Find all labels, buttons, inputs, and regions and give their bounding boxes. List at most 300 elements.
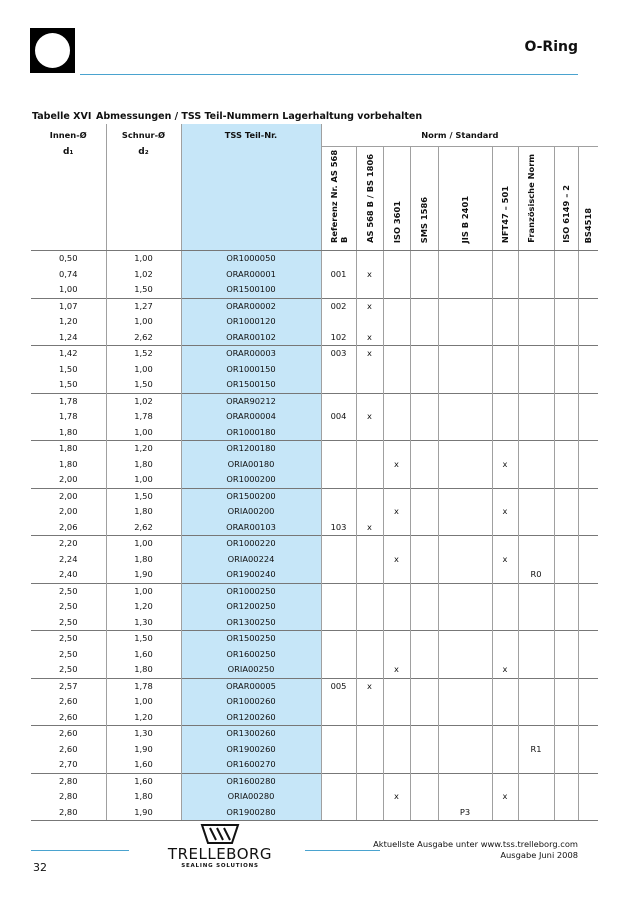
cell-nft47-501 [492,773,518,789]
cell-as568b-bs1806 [356,282,383,298]
cell-as568b-bs1806 [356,441,383,457]
cell-bs4518 [578,282,598,298]
cell-tss-part-number: OR1500250 [181,631,321,647]
cell-tss-part-number: OR1200260 [181,710,321,726]
table-row [31,251,598,267]
cell-iso3601 [383,298,410,314]
cell-nft47-501 [492,441,518,457]
cell-d1: 1,24 [59,331,78,342]
cell-jisb2401 [438,583,492,599]
cell-as568b-bs1806: x [356,409,383,425]
cell-french-norm [518,805,554,821]
cell-ref-as568b [321,393,356,409]
cell-sms1586 [410,520,438,536]
cell-d1: 1,80 [31,441,106,457]
cell-bs4518 [578,409,598,425]
cell-iso3601 [383,441,410,457]
cell-nft47-501 [492,393,518,409]
cell-d1: 2,40 [59,569,78,579]
cell-nft47-501 [492,583,518,599]
cell-ref-as568b: 002 [321,298,356,314]
cell-ref-as568b [321,504,356,520]
cell-nft47-501 [492,567,518,583]
cell-bs4518 [578,583,598,599]
page-number: 32 [33,861,47,874]
cell-as568b-bs1806 [356,631,383,647]
cell-nft47-501 [492,362,518,378]
cell-d2: 1,00 [106,472,181,488]
cell-jisb2401 [438,504,492,520]
cell-nft47-501 [492,346,518,362]
cell-iso6149-2 [554,409,578,425]
cell-ref-as568b [321,362,356,378]
cell-as568b-bs1806: x [356,298,383,314]
cell-ref-as568b [321,710,356,726]
cell-jisb2401 [438,362,492,378]
cell-d1: 2,70 [59,759,78,769]
cell-iso6149-2 [554,282,578,298]
cell-tss-part-number: ORAR00002 [181,298,321,314]
cell-d2: 1,02 [106,393,181,409]
cell-d2: 1,80 [106,504,181,520]
cell-ref-as568b [321,662,356,678]
cell-tss-part-number: OR1600270 [181,757,321,773]
cell-tss-part-number: ORIA00180 [181,457,321,473]
cell-iso6149-2 [554,631,578,647]
cell-iso6149-2 [554,330,578,346]
cell-iso3601 [383,362,410,378]
cell-bs4518 [578,678,598,694]
cell-d2: 1,00 [106,536,181,552]
cell-tss-part-number: OR1000250 [181,583,321,599]
table-body [31,251,598,821]
cell-iso6149-2 [554,567,578,583]
cell-as568b-bs1806 [356,742,383,758]
cell-tss-part-number: OR1300250 [181,615,321,631]
cell-d2: 1,50 [106,282,181,298]
cell-iso6149-2 [554,805,578,821]
cell-d2: 1,20 [106,599,181,615]
cell-iso6149-2 [554,694,578,710]
cell-iso3601: x [383,504,410,520]
cell-iso6149-2 [554,552,578,568]
cell-iso6149-2 [554,742,578,758]
cell-as568b-bs1806 [356,504,383,520]
cell-tss-part-number: ORAR90212 [181,393,321,409]
title-divider [80,74,578,75]
cell-iso6149-2 [554,472,578,488]
cell-french-norm [518,536,554,552]
cell-d2: 1,80 [106,662,181,678]
cell-nft47-501 [492,710,518,726]
cell-d1: 2,20 [31,536,106,552]
table-row [31,552,598,568]
cell-d1: 2,24 [59,553,78,564]
cell-bs4518 [578,599,598,615]
cell-as568b-bs1806 [356,662,383,678]
cell-jisb2401 [438,457,492,473]
cell-iso3601 [383,631,410,647]
cell-french-norm [518,330,554,346]
cell-iso6149-2 [554,298,578,314]
cell-jisb2401 [438,425,492,441]
cell-sms1586 [410,773,438,789]
cell-as568b-bs1806 [356,757,383,773]
cell-nft47-501 [492,251,518,267]
cell-as568b-bs1806 [356,425,383,441]
cell-iso3601 [383,346,410,362]
cell-iso6149-2 [554,583,578,599]
cell-french-norm [518,773,554,789]
cell-d1: 2,60 [31,726,106,742]
cell-french-norm: R0 [518,567,554,583]
header-norm-bs4518: BS4518 [578,147,598,251]
cell-iso3601 [383,488,410,504]
cell-french-norm [518,789,554,805]
cell-ref-as568b [321,789,356,805]
table-row [31,425,598,441]
cell-french-norm [518,552,554,568]
cell-bs4518 [578,647,598,663]
cell-nft47-501: x [492,552,518,568]
cell-d1: 2,80 [31,773,106,789]
cell-iso3601 [383,409,410,425]
cell-tss-part-number: OR1600280 [181,773,321,789]
table-row [31,472,598,488]
table-row [31,346,598,362]
cell-as568b-bs1806 [356,773,383,789]
cell-jisb2401 [438,251,492,267]
cell-as568b-bs1806 [356,457,383,473]
cell-bs4518 [578,757,598,773]
cell-d2: 1,50 [106,631,181,647]
cell-bs4518 [578,615,598,631]
cell-ref-as568b [321,425,356,441]
cell-sms1586 [410,314,438,330]
cell-d1: 1,07 [31,298,106,314]
cell-jisb2401 [438,552,492,568]
cell-d2: 1,00 [106,251,181,267]
cell-d1: 1,00 [59,284,78,294]
cell-iso6149-2 [554,425,578,441]
cell-tss-part-number: ORIA00250 [181,662,321,678]
cell-iso6149-2 [554,488,578,504]
header-tss-part-number: TSS Teil-Nr. [181,124,321,147]
table-row [31,536,598,552]
cell-d2: 1,50 [106,488,181,504]
cell-ref-as568b: 005 [321,678,356,694]
cell-jisb2401 [438,282,492,298]
cell-d1: 2,50 [31,583,106,599]
table-row [31,409,598,425]
cell-iso3601: x [383,789,410,805]
cell-sms1586 [410,409,438,425]
cell-sms1586 [410,472,438,488]
header-norm-standard: Norm / Standard [321,124,598,147]
header-norm-jisb2401: JIS B 2401 [438,147,492,251]
cell-jisb2401 [438,441,492,457]
table-row [31,488,598,504]
cell-ref-as568b [321,647,356,663]
cell-nft47-501 [492,599,518,615]
cell-iso3601: x [383,662,410,678]
cell-d2: 1,27 [106,298,181,314]
cell-french-norm [518,251,554,267]
cell-ref-as568b [321,251,356,267]
cell-iso3601 [383,393,410,409]
cell-nft47-501: x [492,662,518,678]
cell-nft47-501 [492,536,518,552]
header-tss-blank [181,147,321,251]
cell-d2: 1,00 [106,583,181,599]
cell-bs4518 [578,742,598,758]
cell-bs4518 [578,536,598,552]
cell-sms1586 [410,282,438,298]
table-row [31,314,598,330]
cell-tss-part-number: ORAR00004 [181,409,321,425]
cell-nft47-501 [492,409,518,425]
cell-french-norm [518,694,554,710]
edition-note-date: Ausgabe Juni 2008 [500,850,578,860]
cell-as568b-bs1806 [356,567,383,583]
cell-as568b-bs1806 [356,362,383,378]
table-row [31,647,598,663]
cell-french-norm [518,441,554,457]
cell-tss-part-number: OR1600250 [181,647,321,663]
cell-as568b-bs1806 [356,472,383,488]
cell-iso3601 [383,805,410,821]
cell-iso3601 [383,615,410,631]
table-bottom-rule [31,820,598,821]
cell-sms1586 [410,789,438,805]
cell-nft47-501 [492,742,518,758]
cell-iso3601 [383,647,410,663]
cell-iso3601 [383,520,410,536]
cell-jisb2401 [438,314,492,330]
table-row [31,662,598,678]
cell-ref-as568b [321,726,356,742]
cell-ref-as568b [321,694,356,710]
cell-d1: 2,00 [59,474,78,484]
cell-d1: 2,50 [31,631,106,647]
cell-as568b-bs1806 [356,647,383,663]
cell-as568b-bs1806 [356,789,383,805]
cell-french-norm [518,472,554,488]
cell-d2: 1,80 [106,552,181,568]
cell-d1: 2,00 [31,488,106,504]
cell-as568b-bs1806 [356,805,383,821]
cell-nft47-501: x [492,457,518,473]
cell-sms1586 [410,662,438,678]
cell-tss-part-number: OR1900280 [181,805,321,821]
cell-d2: 1,80 [106,789,181,805]
cell-french-norm [518,314,554,330]
cell-jisb2401 [438,615,492,631]
cell-sms1586 [410,583,438,599]
cell-as568b-bs1806 [356,552,383,568]
cell-bs4518 [578,520,598,536]
cell-jisb2401 [438,267,492,283]
cell-french-norm [518,757,554,773]
cell-as568b-bs1806 [356,377,383,393]
cell-nft47-501 [492,631,518,647]
cell-french-norm [518,267,554,283]
cell-bs4518 [578,789,598,805]
cell-iso6149-2 [554,393,578,409]
cell-french-norm [518,282,554,298]
cell-d1: 2,80 [59,806,78,817]
cell-bs4518 [578,441,598,457]
cell-d1: 2,60 [59,743,78,754]
cell-tss-part-number: ORAR00003 [181,346,321,362]
cell-bs4518 [578,346,598,362]
cell-ref-as568b [321,488,356,504]
cell-ref-as568b [321,377,356,393]
cell-iso3601 [383,599,410,615]
cell-french-norm [518,631,554,647]
header-cord-diameter: Schnur-Ø [106,124,181,147]
cell-sms1586 [410,552,438,568]
cell-as568b-bs1806 [356,393,383,409]
cell-iso3601 [383,267,410,283]
cell-nft47-501 [492,520,518,536]
cell-d2: 1,52 [106,346,181,362]
cell-bs4518 [578,393,598,409]
cell-french-norm [518,520,554,536]
cell-ref-as568b: 103 [321,520,356,536]
trelleborg-logo [165,823,275,869]
cell-as568b-bs1806 [356,583,383,599]
header-norm-nft47-501: NFT47 – 501 [492,147,518,251]
cell-french-norm [518,583,554,599]
cell-d1: 2,60 [59,711,78,722]
cell-d2: 1,30 [106,726,181,742]
cell-iso3601 [383,425,410,441]
cell-d2: 1,00 [106,694,181,710]
cell-nft47-501 [492,678,518,694]
cell-ref-as568b: 102 [321,330,356,346]
table-row [31,567,598,583]
cell-bs4518 [578,504,598,520]
cell-iso3601 [383,773,410,789]
cell-d1: 1,50 [59,379,78,389]
table-row [31,298,598,314]
cell-nft47-501 [492,267,518,283]
cell-sms1586 [410,726,438,742]
header-inner-diameter: Innen-Ø [49,130,87,141]
cell-tss-part-number: OR1000220 [181,536,321,552]
cell-bs4518 [578,805,598,821]
cell-d1: 2,57 [31,678,106,694]
cell-tss-part-number: OR1300260 [181,726,321,742]
cell-french-norm [518,298,554,314]
table-header-row [31,124,598,147]
cell-as568b-bs1806 [356,536,383,552]
cell-french-norm [518,504,554,520]
cell-jisb2401 [438,694,492,710]
cell-as568b-bs1806 [356,599,383,615]
table-row [31,631,598,647]
header-norm-french: Französische Norm [518,147,554,251]
cell-d2: 2,62 [106,520,181,536]
cell-jisb2401 [438,488,492,504]
cell-french-norm [518,615,554,631]
cell-iso6149-2 [554,377,578,393]
cell-french-norm [518,662,554,678]
cell-ref-as568b: 004 [321,409,356,425]
cell-sms1586 [410,599,438,615]
cell-tss-part-number: ORAR00001 [181,267,321,283]
cell-d2: 1,78 [106,678,181,694]
cell-bs4518 [578,314,598,330]
cell-sms1586 [410,267,438,283]
cell-sms1586 [410,251,438,267]
cell-french-norm [518,488,554,504]
footer-rule-right [305,850,380,851]
cell-iso6149-2 [554,789,578,805]
cell-iso6149-2 [554,615,578,631]
table-row [31,393,598,409]
cell-nft47-501 [492,757,518,773]
table-row [31,773,598,789]
cell-iso3601 [383,694,410,710]
cell-as568b-bs1806 [356,726,383,742]
cell-tss-part-number: ORAR00102 [181,330,321,346]
cell-jisb2401 [438,520,492,536]
cell-jisb2401 [438,742,492,758]
brand-name: TRELLEBORG [167,845,273,863]
cell-d1: 2,60 [59,696,78,706]
cell-sms1586 [410,298,438,314]
cell-sms1586 [410,330,438,346]
table-row [31,520,598,536]
cell-nft47-501 [492,805,518,821]
table-row [31,441,598,457]
cell-iso6149-2 [554,314,578,330]
cell-tss-part-number: OR1900260 [181,742,321,758]
cell-nft47-501 [492,298,518,314]
cell-ref-as568b [321,773,356,789]
cell-iso3601 [383,330,410,346]
cell-tss-part-number: OR1900240 [181,567,321,583]
cell-ref-as568b [321,457,356,473]
cell-d2: 1,02 [106,267,181,283]
cell-jisb2401 [438,567,492,583]
cell-sms1586 [410,647,438,663]
cell-iso6149-2 [554,441,578,457]
cell-jisb2401 [438,662,492,678]
table-subheader-row [31,147,598,251]
table-caption-text: Abmessungen / TSS Teil-Nummern Lagerhaltung vorbehalten [96,111,423,122]
cell-d1: 1,78 [59,411,78,421]
table-row [31,362,598,378]
table-row [31,694,598,710]
table-row [31,583,598,599]
cell-d1: 2,80 [59,791,78,801]
cell-iso6149-2 [554,251,578,267]
cell-jisb2401 [438,757,492,773]
cell-jisb2401 [438,710,492,726]
cell-bs4518 [578,488,598,504]
cell-sms1586 [410,362,438,378]
cell-tss-part-number: ORAR00103 [181,520,321,536]
cell-bs4518 [578,567,598,583]
cell-iso3601 [383,536,410,552]
cell-jisb2401 [438,647,492,663]
cell-french-norm [518,362,554,378]
table-row [31,726,598,742]
cell-sms1586 [410,757,438,773]
